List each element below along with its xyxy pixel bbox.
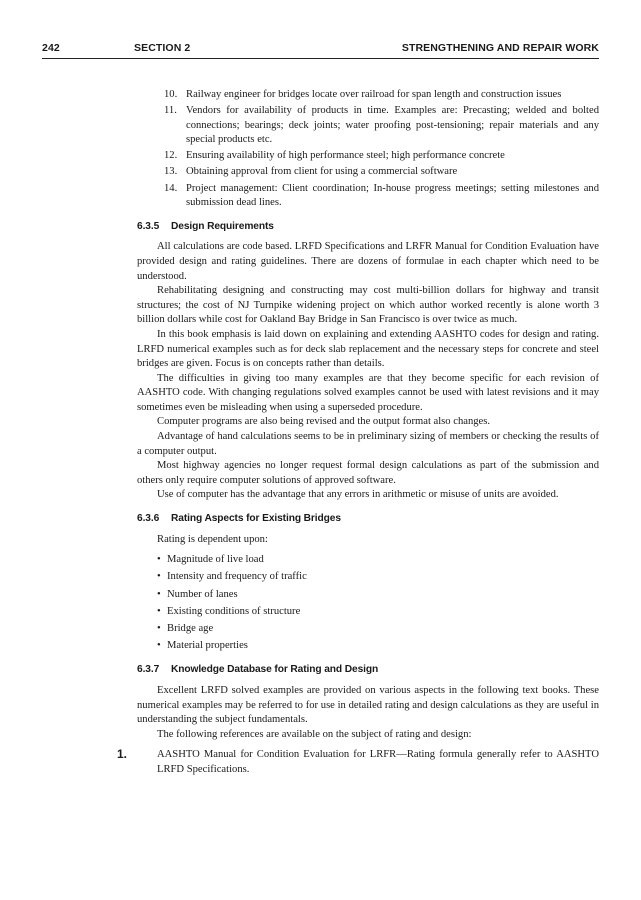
list-item <box>137 104 599 148</box>
bullet-text: Number of lanes <box>167 588 238 600</box>
bullet-item <box>137 637 599 654</box>
heading-title: Design Requirements <box>171 220 274 232</box>
page-body <box>117 88 599 778</box>
paragraph: In this book emphasis is laid down on explaining and extending AASHTO codes for design and rating. LRFD numerical examples such as for deck slab replacement and the necessary steps for concrete and steel bridges are given. Focus is on concepts rather than details. <box>137 328 599 370</box>
heading-knowledge-database <box>137 663 599 678</box>
list-text: Ensuring availability of high performance steel; high performance concrete <box>186 150 505 162</box>
bullet-item <box>137 603 599 620</box>
bullet-text: Material properties <box>167 640 248 652</box>
list-number: 13. <box>164 166 178 178</box>
heading-rating-aspects <box>137 512 599 527</box>
reference-text: AASHTO Manual for Condition Evaluation for LRFR—Rating formula generally refer to AASHTO LRFD Specifications. <box>157 749 599 775</box>
bullet-icon: • <box>157 588 161 600</box>
paragraph: The following references are available on the subject of rating and design: <box>157 728 472 740</box>
paragraph: Rehabilitating designing and constructing may cost multi-billion dollars for highway and transit structures; the cost of NJ Turnpike widening project on which author worked recently is alone worth 3 billion dollars while cost for Oakland Bay Bridge in San Francisco is over twice as much. <box>137 285 599 326</box>
bullet-list <box>137 551 599 654</box>
list-item <box>137 182 599 211</box>
bullet-icon: • <box>157 623 161 635</box>
section-label: SECTION 2 <box>134 42 191 54</box>
bullet-icon: • <box>157 640 161 652</box>
paragraph: Rating is dependent upon: <box>157 533 268 545</box>
chapter-title: STRENGTHENING AND REPAIR WORK <box>401 42 599 54</box>
list-number: 10. <box>164 89 178 100</box>
list-number: 11. <box>164 105 177 117</box>
list-number: 14. <box>164 182 178 194</box>
paragraph: All calculations are code based. LRFD Specifications and LRFR Manual for Condition Evaluation have provided design and rating guidelines. There are dozens of formulae in each chapter which need to be understood. <box>137 241 599 282</box>
bullet-text: Bridge age <box>167 623 214 635</box>
bullet-text: Intensity and frequency of traffic <box>167 571 307 583</box>
heading-title: Rating Aspects for Existing Bridges <box>171 513 341 525</box>
list-text: Railway engineer for bridges locate over railroad for span length and construction issues <box>186 89 562 100</box>
bullet-icon: • <box>157 554 161 566</box>
heading-design-requirements <box>137 220 599 235</box>
page-number: 242 <box>42 42 60 54</box>
paragraph: Advantage of hand calculations seems to be in preliminary sizing of members or checking the results of a computer output. <box>137 431 599 457</box>
bullet-text: Magnitude of live load <box>167 554 264 566</box>
numbered-list <box>137 88 599 211</box>
heading-number: 6.3.6 <box>137 513 160 525</box>
bullet-item <box>137 568 599 585</box>
list-text: Obtaining approval from client for using a commercial software <box>186 166 458 178</box>
list-text: Project management: Client coordination; In-house progress meetings; setting milestones and submission dead lines. <box>186 182 599 209</box>
header-rule <box>42 58 599 59</box>
bullet-item <box>137 586 599 603</box>
paragraph: Excellent LRFD solved examples are provided on various aspects in the following text books. These numerical examples may be referred to for use in detailed rating and design calculations as they are useful in understanding the subject fundamentals. <box>137 685 599 726</box>
running-head <box>42 42 599 58</box>
list-item <box>137 149 599 164</box>
bullet-item <box>137 620 599 637</box>
reference-list <box>117 747 599 777</box>
bullet-text: Existing conditions of structure <box>167 605 301 617</box>
list-number: 12. <box>164 150 178 162</box>
reference-item <box>117 747 599 777</box>
bullet-icon: • <box>157 571 161 583</box>
paragraph: Most highway agencies no longer request formal design calculations as part of the submission and others only require computer solutions of approved software. <box>137 460 599 486</box>
bullet-icon: • <box>157 605 161 617</box>
list-text: Vendors for availability of products in time. Examples are: Precasting; welded and bolted connections; bearings; deck joints; water proofing post-tensioning; repair materials and any special products etc. <box>186 105 599 146</box>
reference-number: 1. <box>117 747 128 762</box>
heading-title: Knowledge Database for Rating and Design <box>171 664 379 676</box>
list-item <box>137 88 599 103</box>
paragraph: Computer programs are also being revised and the output format also changes. <box>157 416 491 428</box>
heading-number: 6.3.7 <box>137 664 160 676</box>
heading-number: 6.3.5 <box>137 220 160 232</box>
bullet-item <box>137 551 599 568</box>
paragraph: The difficulties in giving too many examples are that they become specific for each revision of AASHTO code. With changing regulations solved examples cannot be used with latest revisions and it may sometimes even be misleading when using a superseded procedure. <box>137 372 599 413</box>
list-item <box>137 165 599 180</box>
paragraph: Use of computer has the advantage that any errors in arithmetic or misuse of units are avoided. <box>157 489 559 501</box>
